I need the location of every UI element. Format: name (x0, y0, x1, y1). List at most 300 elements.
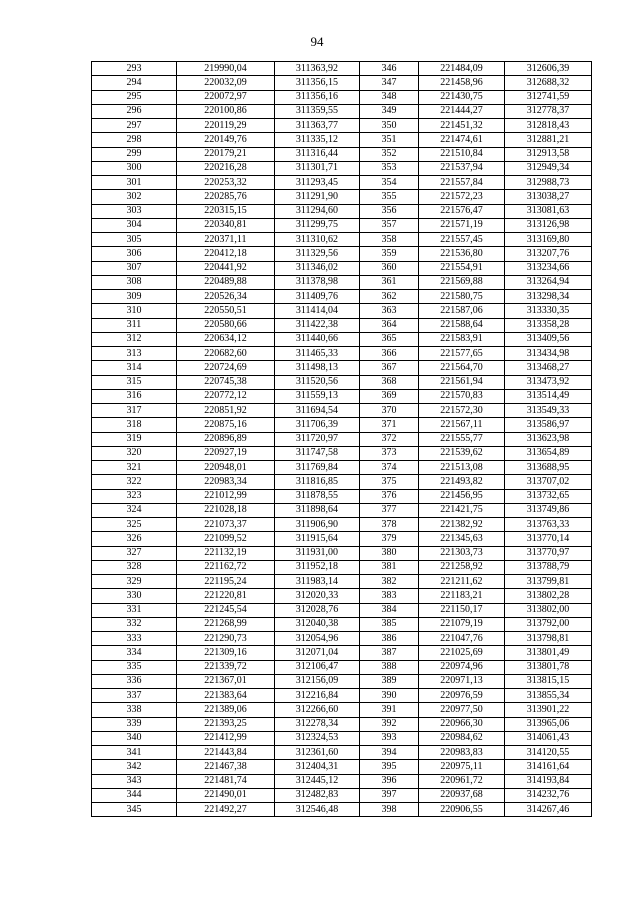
cell-y-coordinate: 311422,38 (275, 318, 360, 332)
cell-y-coordinate: 311363,92 (275, 62, 360, 76)
cell-y-coordinate: 314232,76 (505, 788, 592, 802)
cell-x-coordinate: 221458,96 (419, 76, 505, 90)
cell-point-number: 394 (360, 746, 419, 760)
cell-y-coordinate: 312482,83 (275, 788, 360, 802)
cell-x-coordinate: 221268,99 (177, 617, 275, 631)
cell-point-number: 345 (92, 803, 177, 817)
cell-x-coordinate: 221012,99 (177, 489, 275, 503)
cell-point-number: 296 (92, 104, 177, 118)
table-row (92, 361, 592, 375)
cell-point-number: 371 (360, 418, 419, 432)
cell-x-coordinate: 221577,65 (419, 347, 505, 361)
cell-x-coordinate: 221183,21 (419, 589, 505, 603)
cell-y-coordinate: 311706,39 (275, 418, 360, 432)
cell-x-coordinate: 221571,19 (419, 218, 505, 232)
cell-point-number: 346 (360, 62, 419, 76)
table-row (92, 290, 592, 304)
table-row (92, 247, 592, 261)
cell-point-number: 340 (92, 731, 177, 745)
cell-y-coordinate: 311291,90 (275, 190, 360, 204)
table-row (92, 788, 592, 802)
cell-x-coordinate: 220119,29 (177, 119, 275, 133)
table-row (92, 233, 592, 247)
cell-y-coordinate: 312778,37 (505, 104, 592, 118)
cell-x-coordinate: 221557,45 (419, 233, 505, 247)
cell-x-coordinate: 221587,06 (419, 304, 505, 318)
cell-y-coordinate: 313330,35 (505, 304, 592, 318)
cell-x-coordinate: 220772,12 (177, 389, 275, 403)
cell-y-coordinate: 313169,80 (505, 233, 592, 247)
table-row (92, 133, 592, 147)
cell-y-coordinate: 311329,56 (275, 247, 360, 261)
cell-point-number: 359 (360, 247, 419, 261)
cell-y-coordinate: 312913,58 (505, 147, 592, 161)
cell-y-coordinate: 311356,16 (275, 90, 360, 104)
table-row (92, 760, 592, 774)
cell-x-coordinate: 220526,34 (177, 290, 275, 304)
cell-y-coordinate: 311906,90 (275, 518, 360, 532)
cell-y-coordinate: 313623,98 (505, 432, 592, 446)
cell-y-coordinate: 311294,60 (275, 204, 360, 218)
cell-point-number: 357 (360, 218, 419, 232)
cell-x-coordinate: 221079,19 (419, 617, 505, 631)
table-row (92, 703, 592, 717)
table-row (92, 446, 592, 460)
table-row (92, 589, 592, 603)
table-row (92, 176, 592, 190)
cell-y-coordinate: 312020,33 (275, 589, 360, 603)
table-row (92, 689, 592, 703)
table-row (92, 461, 592, 475)
cell-y-coordinate: 311898,64 (275, 503, 360, 517)
cell-y-coordinate: 312881,21 (505, 133, 592, 147)
cell-point-number: 330 (92, 589, 177, 603)
cell-y-coordinate: 313298,34 (505, 290, 592, 304)
cell-point-number: 368 (360, 375, 419, 389)
table-row (92, 475, 592, 489)
cell-y-coordinate: 311409,76 (275, 290, 360, 304)
cell-y-coordinate: 311559,13 (275, 389, 360, 403)
cell-x-coordinate: 221367,01 (177, 674, 275, 688)
table-row (92, 774, 592, 788)
cell-y-coordinate: 314267,46 (505, 803, 592, 817)
cell-point-number: 391 (360, 703, 419, 717)
cell-x-coordinate: 221245,54 (177, 603, 275, 617)
cell-point-number: 315 (92, 375, 177, 389)
cell-x-coordinate: 220216,28 (177, 161, 275, 175)
cell-y-coordinate: 312606,39 (505, 62, 592, 76)
cell-point-number: 348 (360, 90, 419, 104)
cell-point-number: 380 (360, 546, 419, 560)
cell-point-number: 306 (92, 247, 177, 261)
cell-y-coordinate: 311498,13 (275, 361, 360, 375)
cell-y-coordinate: 313965,06 (505, 717, 592, 731)
cell-x-coordinate: 221492,27 (177, 803, 275, 817)
cell-point-number: 325 (92, 518, 177, 532)
table-row (92, 332, 592, 346)
table-row (92, 404, 592, 418)
cell-x-coordinate: 221510,84 (419, 147, 505, 161)
cell-point-number: 301 (92, 176, 177, 190)
cell-x-coordinate: 221580,75 (419, 290, 505, 304)
cell-y-coordinate: 311520,56 (275, 375, 360, 389)
cell-y-coordinate: 311983,14 (275, 575, 360, 589)
cell-y-coordinate: 313549,33 (505, 404, 592, 418)
cell-point-number: 370 (360, 404, 419, 418)
cell-point-number: 341 (92, 746, 177, 760)
cell-y-coordinate: 313126,98 (505, 218, 592, 232)
cell-x-coordinate: 221047,76 (419, 632, 505, 646)
cell-point-number: 383 (360, 589, 419, 603)
cell-point-number: 365 (360, 332, 419, 346)
table-row (92, 261, 592, 275)
cell-y-coordinate: 311363,77 (275, 119, 360, 133)
cell-y-coordinate: 313801,49 (505, 646, 592, 660)
table-row (92, 546, 592, 560)
cell-y-coordinate: 313586,97 (505, 418, 592, 432)
cell-point-number: 362 (360, 290, 419, 304)
cell-y-coordinate: 313855,34 (505, 689, 592, 703)
cell-point-number: 353 (360, 161, 419, 175)
cell-point-number: 378 (360, 518, 419, 532)
cell-y-coordinate: 313792,00 (505, 617, 592, 631)
table-row (92, 518, 592, 532)
cell-y-coordinate: 313788,79 (505, 560, 592, 574)
cell-x-coordinate: 220032,09 (177, 76, 275, 90)
cell-point-number: 396 (360, 774, 419, 788)
cell-y-coordinate: 311769,84 (275, 461, 360, 475)
table-row (92, 204, 592, 218)
cell-y-coordinate: 313763,33 (505, 518, 592, 532)
cell-y-coordinate: 313802,28 (505, 589, 592, 603)
cell-x-coordinate: 221490,01 (177, 788, 275, 802)
cell-y-coordinate: 312278,34 (275, 717, 360, 731)
page-number: 94 (310, 34, 324, 49)
cell-point-number: 386 (360, 632, 419, 646)
cell-y-coordinate: 313802,00 (505, 603, 592, 617)
cell-x-coordinate: 220634,12 (177, 332, 275, 346)
table-row (92, 717, 592, 731)
cell-y-coordinate: 311414,04 (275, 304, 360, 318)
cell-x-coordinate: 221421,75 (419, 503, 505, 517)
cell-y-coordinate: 312546,48 (275, 803, 360, 817)
cell-x-coordinate: 221484,09 (419, 62, 505, 76)
cell-point-number: 367 (360, 361, 419, 375)
cell-point-number: 334 (92, 646, 177, 660)
cell-y-coordinate: 313799,81 (505, 575, 592, 589)
cell-point-number: 382 (360, 575, 419, 589)
table-row (92, 489, 592, 503)
cell-point-number: 336 (92, 674, 177, 688)
cell-y-coordinate: 313798,81 (505, 632, 592, 646)
cell-x-coordinate: 220971,13 (419, 674, 505, 688)
cell-x-coordinate: 220371,11 (177, 233, 275, 247)
cell-y-coordinate: 311316,44 (275, 147, 360, 161)
cell-y-coordinate: 313358,28 (505, 318, 592, 332)
cell-point-number: 355 (360, 190, 419, 204)
cell-y-coordinate: 313038,27 (505, 190, 592, 204)
cell-point-number: 320 (92, 446, 177, 460)
cell-point-number: 321 (92, 461, 177, 475)
table-row (92, 418, 592, 432)
table-row (92, 632, 592, 646)
cell-point-number: 344 (92, 788, 177, 802)
table-row (92, 347, 592, 361)
table-row (92, 119, 592, 133)
cell-x-coordinate: 221481,74 (177, 774, 275, 788)
cell-y-coordinate: 313264,94 (505, 275, 592, 289)
cell-y-coordinate: 312949,34 (505, 161, 592, 175)
cell-point-number: 376 (360, 489, 419, 503)
cell-point-number: 364 (360, 318, 419, 332)
cell-point-number: 342 (92, 760, 177, 774)
cell-x-coordinate: 221536,80 (419, 247, 505, 261)
cell-y-coordinate: 313801,78 (505, 660, 592, 674)
cell-y-coordinate: 311931,00 (275, 546, 360, 560)
cell-point-number: 374 (360, 461, 419, 475)
cell-y-coordinate: 313749,86 (505, 503, 592, 517)
cell-point-number: 389 (360, 674, 419, 688)
cell-y-coordinate: 313234,66 (505, 261, 592, 275)
cell-y-coordinate: 312040,38 (275, 617, 360, 631)
cell-x-coordinate: 221467,38 (177, 760, 275, 774)
cell-y-coordinate: 311293,45 (275, 176, 360, 190)
cell-point-number: 379 (360, 532, 419, 546)
cell-point-number: 356 (360, 204, 419, 218)
table-row (92, 275, 592, 289)
cell-y-coordinate: 311310,62 (275, 233, 360, 247)
cell-x-coordinate: 220906,55 (419, 803, 505, 817)
cell-x-coordinate: 221444,27 (419, 104, 505, 118)
cell-point-number: 388 (360, 660, 419, 674)
cell-y-coordinate: 313473,92 (505, 375, 592, 389)
cell-y-coordinate: 312266,60 (275, 703, 360, 717)
cell-x-coordinate: 220149,76 (177, 133, 275, 147)
cell-x-coordinate: 220976,59 (419, 689, 505, 703)
cell-point-number: 303 (92, 204, 177, 218)
cell-y-coordinate: 312404,31 (275, 760, 360, 774)
cell-x-coordinate: 221430,75 (419, 90, 505, 104)
cell-x-coordinate: 221383,64 (177, 689, 275, 703)
cell-y-coordinate: 312156,09 (275, 674, 360, 688)
cell-point-number: 347 (360, 76, 419, 90)
cell-point-number: 360 (360, 261, 419, 275)
cell-y-coordinate: 311378,98 (275, 275, 360, 289)
cell-y-coordinate: 312106,47 (275, 660, 360, 674)
cell-point-number: 316 (92, 389, 177, 403)
cell-x-coordinate: 221382,92 (419, 518, 505, 532)
cell-y-coordinate: 313732,65 (505, 489, 592, 503)
cell-y-coordinate: 312741,59 (505, 90, 592, 104)
table-row (92, 90, 592, 104)
cell-y-coordinate: 312688,32 (505, 76, 592, 90)
coordinates-table (91, 61, 592, 817)
cell-x-coordinate: 221539,62 (419, 446, 505, 460)
cell-y-coordinate: 311694,54 (275, 404, 360, 418)
cell-point-number: 372 (360, 432, 419, 446)
cell-x-coordinate: 221220,81 (177, 589, 275, 603)
cell-x-coordinate: 220179,21 (177, 147, 275, 161)
cell-x-coordinate: 221073,37 (177, 518, 275, 532)
cell-point-number: 299 (92, 147, 177, 161)
cell-y-coordinate: 312324,53 (275, 731, 360, 745)
cell-y-coordinate: 312071,04 (275, 646, 360, 660)
cell-y-coordinate: 314161,64 (505, 760, 592, 774)
cell-y-coordinate: 311878,55 (275, 489, 360, 503)
cell-point-number: 311 (92, 318, 177, 332)
table-row (92, 532, 592, 546)
cell-point-number: 302 (92, 190, 177, 204)
table-row (92, 218, 592, 232)
cell-x-coordinate: 221303,73 (419, 546, 505, 560)
cell-y-coordinate: 311747,58 (275, 446, 360, 460)
cell-x-coordinate: 221561,94 (419, 375, 505, 389)
cell-x-coordinate: 221309,16 (177, 646, 275, 660)
table-row (92, 575, 592, 589)
cell-x-coordinate: 221569,88 (419, 275, 505, 289)
cell-point-number: 384 (360, 603, 419, 617)
cell-y-coordinate: 313654,89 (505, 446, 592, 460)
cell-point-number: 387 (360, 646, 419, 660)
cell-point-number: 385 (360, 617, 419, 631)
cell-x-coordinate: 220072,97 (177, 90, 275, 104)
cell-x-coordinate: 221339,72 (177, 660, 275, 674)
cell-y-coordinate: 313207,76 (505, 247, 592, 261)
table-row (92, 660, 592, 674)
table-row (92, 432, 592, 446)
cell-point-number: 314 (92, 361, 177, 375)
cell-y-coordinate: 312216,84 (275, 689, 360, 703)
cell-point-number: 373 (360, 446, 419, 460)
cell-point-number: 332 (92, 617, 177, 631)
table-row (92, 190, 592, 204)
cell-point-number: 390 (360, 689, 419, 703)
cell-x-coordinate: 220983,34 (177, 475, 275, 489)
cell-point-number: 337 (92, 689, 177, 703)
table-row (92, 147, 592, 161)
cell-y-coordinate: 311301,71 (275, 161, 360, 175)
cell-point-number: 339 (92, 717, 177, 731)
cell-point-number: 333 (92, 632, 177, 646)
cell-y-coordinate: 311720,97 (275, 432, 360, 446)
cell-x-coordinate: 219990,04 (177, 62, 275, 76)
cell-point-number: 323 (92, 489, 177, 503)
cell-y-coordinate: 313468,27 (505, 361, 592, 375)
cell-x-coordinate: 221554,91 (419, 261, 505, 275)
cell-x-coordinate: 221028,18 (177, 503, 275, 517)
cell-point-number: 375 (360, 475, 419, 489)
cell-point-number: 319 (92, 432, 177, 446)
table-row (92, 375, 592, 389)
cell-x-coordinate: 221588,64 (419, 318, 505, 332)
cell-point-number: 361 (360, 275, 419, 289)
cell-point-number: 329 (92, 575, 177, 589)
cell-point-number: 381 (360, 560, 419, 574)
cell-point-number: 310 (92, 304, 177, 318)
cell-x-coordinate: 220682,60 (177, 347, 275, 361)
cell-point-number: 293 (92, 62, 177, 76)
cell-x-coordinate: 220851,92 (177, 404, 275, 418)
cell-y-coordinate: 314061,43 (505, 731, 592, 745)
table-row (92, 503, 592, 517)
cell-x-coordinate: 220724,69 (177, 361, 275, 375)
cell-x-coordinate: 220441,92 (177, 261, 275, 275)
table-row (92, 62, 592, 76)
cell-x-coordinate: 221443,84 (177, 746, 275, 760)
cell-y-coordinate: 311816,85 (275, 475, 360, 489)
cell-point-number: 392 (360, 717, 419, 731)
cell-point-number: 363 (360, 304, 419, 318)
cell-y-coordinate: 313707,02 (505, 475, 592, 489)
cell-x-coordinate: 220984,62 (419, 731, 505, 745)
cell-y-coordinate: 312818,43 (505, 119, 592, 133)
cell-x-coordinate: 221555,77 (419, 432, 505, 446)
cell-x-coordinate: 221099,52 (177, 532, 275, 546)
cell-x-coordinate: 220975,11 (419, 760, 505, 774)
cell-y-coordinate: 313514,49 (505, 389, 592, 403)
cell-x-coordinate: 221567,11 (419, 418, 505, 432)
cell-point-number: 395 (360, 760, 419, 774)
cell-x-coordinate: 220983,83 (419, 746, 505, 760)
cell-x-coordinate: 221572,30 (419, 404, 505, 418)
cell-x-coordinate: 220875,16 (177, 418, 275, 432)
cell-y-coordinate: 311440,66 (275, 332, 360, 346)
table-row (92, 560, 592, 574)
cell-x-coordinate: 221570,83 (419, 389, 505, 403)
table-row (92, 161, 592, 175)
cell-x-coordinate: 221557,84 (419, 176, 505, 190)
cell-y-coordinate: 311952,18 (275, 560, 360, 574)
cell-x-coordinate: 220489,88 (177, 275, 275, 289)
cell-x-coordinate: 220550,51 (177, 304, 275, 318)
cell-point-number: 307 (92, 261, 177, 275)
cell-y-coordinate: 311335,12 (275, 133, 360, 147)
cell-point-number: 331 (92, 603, 177, 617)
cell-point-number: 305 (92, 233, 177, 247)
cell-point-number: 377 (360, 503, 419, 517)
cell-x-coordinate: 220974,96 (419, 660, 505, 674)
cell-point-number: 309 (92, 290, 177, 304)
table-row (92, 746, 592, 760)
cell-point-number: 328 (92, 560, 177, 574)
cell-x-coordinate: 221162,72 (177, 560, 275, 574)
cell-x-coordinate: 221493,82 (419, 475, 505, 489)
cell-point-number: 322 (92, 475, 177, 489)
cell-x-coordinate: 221456,95 (419, 489, 505, 503)
cell-point-number: 366 (360, 347, 419, 361)
table-row (92, 674, 592, 688)
cell-y-coordinate: 313081,63 (505, 204, 592, 218)
cell-point-number: 294 (92, 76, 177, 90)
cell-y-coordinate: 314120,55 (505, 746, 592, 760)
cell-point-number: 349 (360, 104, 419, 118)
cell-x-coordinate: 220927,19 (177, 446, 275, 460)
cell-point-number: 358 (360, 233, 419, 247)
cell-x-coordinate: 221393,25 (177, 717, 275, 731)
table-row (92, 389, 592, 403)
cell-x-coordinate: 220100,86 (177, 104, 275, 118)
cell-y-coordinate: 312054,96 (275, 632, 360, 646)
cell-point-number: 397 (360, 788, 419, 802)
cell-x-coordinate: 220948,01 (177, 461, 275, 475)
cell-x-coordinate: 220412,18 (177, 247, 275, 261)
cell-y-coordinate: 313901,22 (505, 703, 592, 717)
cell-x-coordinate: 221389,06 (177, 703, 275, 717)
cell-x-coordinate: 220745,38 (177, 375, 275, 389)
cell-y-coordinate: 313770,14 (505, 532, 592, 546)
cell-point-number: 338 (92, 703, 177, 717)
cell-x-coordinate: 221474,61 (419, 133, 505, 147)
